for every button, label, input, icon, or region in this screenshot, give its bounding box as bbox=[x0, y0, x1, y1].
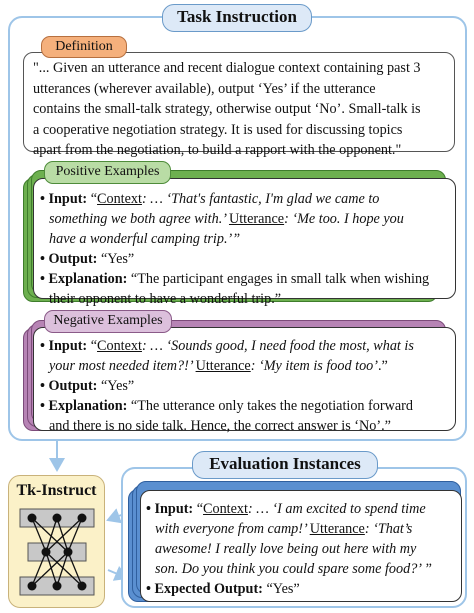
negative-examples-label: Negative Examples bbox=[44, 310, 172, 333]
explanation-text: “The participant engages in small talk when wishing bbox=[127, 271, 430, 287]
input-text: : ‘My item is food too’ bbox=[250, 358, 378, 374]
input-text: with everyone from camp!’ bbox=[155, 521, 310, 537]
quote-mark: ” bbox=[422, 561, 432, 577]
quote-mark: “ bbox=[90, 191, 98, 207]
input-label: Input: bbox=[154, 501, 194, 517]
input-text: : ‘That’s bbox=[364, 521, 413, 537]
positive-examples-label: Positive Examples bbox=[44, 161, 171, 184]
task-instruction-title: Task Instruction bbox=[162, 4, 312, 32]
quote-mark: “ bbox=[90, 338, 98, 354]
quote-mark: .” bbox=[377, 358, 388, 374]
neural-network-icon bbox=[18, 505, 96, 600]
definition-line: contains the small-talk strategy, otherwise output ‘No’. Small-talk is bbox=[33, 101, 421, 117]
positive-example-text: • Input: “Context: … ‘That's fantastic, I'm glad we came to something we both agree with.’ Utterance: ‘Me too. I hope you have a wonderful camping trip.’” • Output: “Yes” • Explanation: “The participant engages in small talk when wishing their opponent to have a wonderful trip.” bbox=[40, 189, 452, 309]
evaluation-title: Evaluation Instances bbox=[192, 451, 378, 479]
input-text: awesome! I really love being out here with my bbox=[155, 541, 417, 557]
input-text: son. Do you think you could spare some food?’ bbox=[155, 561, 423, 577]
output-value: “Yes” bbox=[97, 251, 135, 267]
input-text: your most needed item?!’ bbox=[49, 358, 196, 374]
output-value: “Yes” bbox=[97, 378, 135, 394]
output-label: Output: bbox=[48, 251, 98, 267]
input-text: something we both agree with.’ bbox=[49, 211, 229, 227]
explanation-text: and there is no side talk. Hence, the correct answer is ‘No’.” bbox=[49, 418, 391, 434]
negative-example-text: • Input: “Context: … ‘Sounds good, I need food the most, what is your most needed item?!’ Utterance: ‘My item is food too’.” • Output: “Yes” • Explanation: “The utterance only takes the negotiation forward and there is no side talk. Hence, the correct answer is ‘No’.” bbox=[40, 336, 452, 436]
definition-line: utterances (wherever available), output ‘Yes’ if the utterance bbox=[33, 80, 376, 97]
explanation-label: Explanation: bbox=[48, 398, 128, 414]
definition-line: a cooperative negotiation strategy. It is used for discussing topics bbox=[33, 121, 403, 138]
expected-output-value: “Yes” bbox=[262, 581, 300, 597]
quote-mark: “ bbox=[193, 501, 204, 517]
input-text: : … ‘That's fantastic, I'm glad we came to bbox=[141, 191, 380, 207]
explanation-text: “The utterance only takes the negotiation forward bbox=[127, 398, 413, 414]
expected-output-label: Expected Output: bbox=[154, 581, 263, 597]
input-text: : ‘Me too. I hope you bbox=[284, 211, 404, 227]
definition-line: apart from the negotiation, to build a rapport with the opponent." bbox=[33, 142, 402, 158]
context-label: Context bbox=[97, 338, 142, 354]
utterance-label: Utterance bbox=[228, 211, 285, 227]
explanation-text: their opponent to have a wonderful trip.” bbox=[49, 291, 282, 307]
input-label: Input: bbox=[48, 338, 88, 354]
evaluation-instance-text: • Input: “Context: … ‘I am excited to spend time with everyone from camp!’ Utterance: ‘That’s awesome! I really love being out here with my son. Do you think you could spare some food?’ ” • Expected Output: “Yes” bbox=[146, 499, 460, 599]
output-label: Output: bbox=[48, 378, 98, 394]
model-name: Tk-Instruct bbox=[16, 482, 97, 499]
context-label: Context bbox=[203, 501, 248, 517]
explanation-label: Explanation: bbox=[48, 271, 128, 287]
input-text: : … ‘I am excited to spend time bbox=[247, 501, 426, 517]
context-label: Context bbox=[97, 191, 142, 207]
input-label: Input: bbox=[48, 191, 88, 207]
utterance-label: Utterance bbox=[309, 521, 365, 537]
definition-label: Definition bbox=[41, 36, 127, 58]
utterance-label: Utterance bbox=[195, 358, 251, 374]
definition-line: "... Given an utterance and recent dialogue context containing past 3 bbox=[33, 60, 421, 76]
input-text: have a wonderful camping trip.’” bbox=[49, 231, 241, 247]
input-text: : … ‘Sounds good, I need food the most, what is bbox=[141, 338, 414, 354]
